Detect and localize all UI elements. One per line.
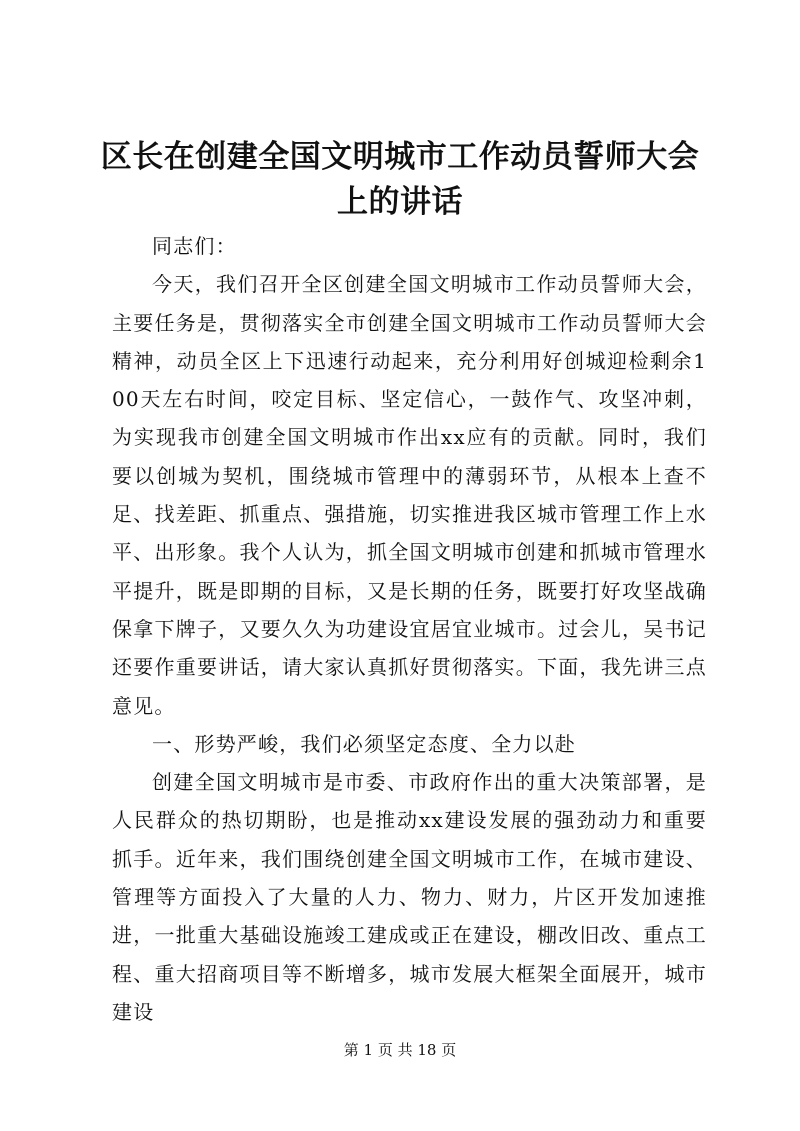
section-1-paragraph: 创建全国文明城市是市委、市政府作出的重大决策部署，是人民群众的热切期盼，也是推动xx建设发展的强劲动力和重要抓手。近年来，我们围绕创建全国文明城市工作，在城市建设、管理等方面投入了大量的人力、物力、财力，片区开发加速推进，一批重大基础设施竣工建成或正在建设，棚改旧改、重点工程、重大招商项目等不断增多，城市发展大框架全面展开，城市建设	[112, 770, 707, 1024]
section-heading-1: 一、形势严峻，我们必须坚定态度、全力以赴	[152, 731, 576, 756]
salutation-paragraph: 同志们：	[152, 234, 237, 258]
document-body	[112, 227, 707, 1031]
intro-paragraph: 今天，我们召开全区创建全国文明城市工作动员誓师大会，主要任务是，贯彻落实全市创建全国文明城市工作动员誓师大会精神，动员全区上下迅速行动起来，充分利用好创城迎检剩余100天左右时间，咬定目标、坚定信心，一鼓作气、攻坚冲刺，为实现我市创建全国文明城市作出xx应有的贡献。同时，我们要以创城为契机，围绕城市管理中的薄弱环节，从根本上查不足、找差距、抓重点、强措施，切实推进我区城市管理工作上水平、出形象。我个人认为，抓全国文明城市创建和抓城市管理水平提升，既是即期的目标，又是长期的任务，既要打好攻坚战确保拿下牌子，又要久久为功建设宜居宜业城市。过会儿，吴书记还要作重要讲话，请大家认真抓好贯彻落实。下面，我先讲三点意见。	[112, 272, 707, 718]
page-footer: 第 1 页 共 18 页	[343, 1041, 457, 1059]
document-title: 区长在创建全国文明城市工作动员誓师大会上的讲话	[100, 139, 700, 220]
